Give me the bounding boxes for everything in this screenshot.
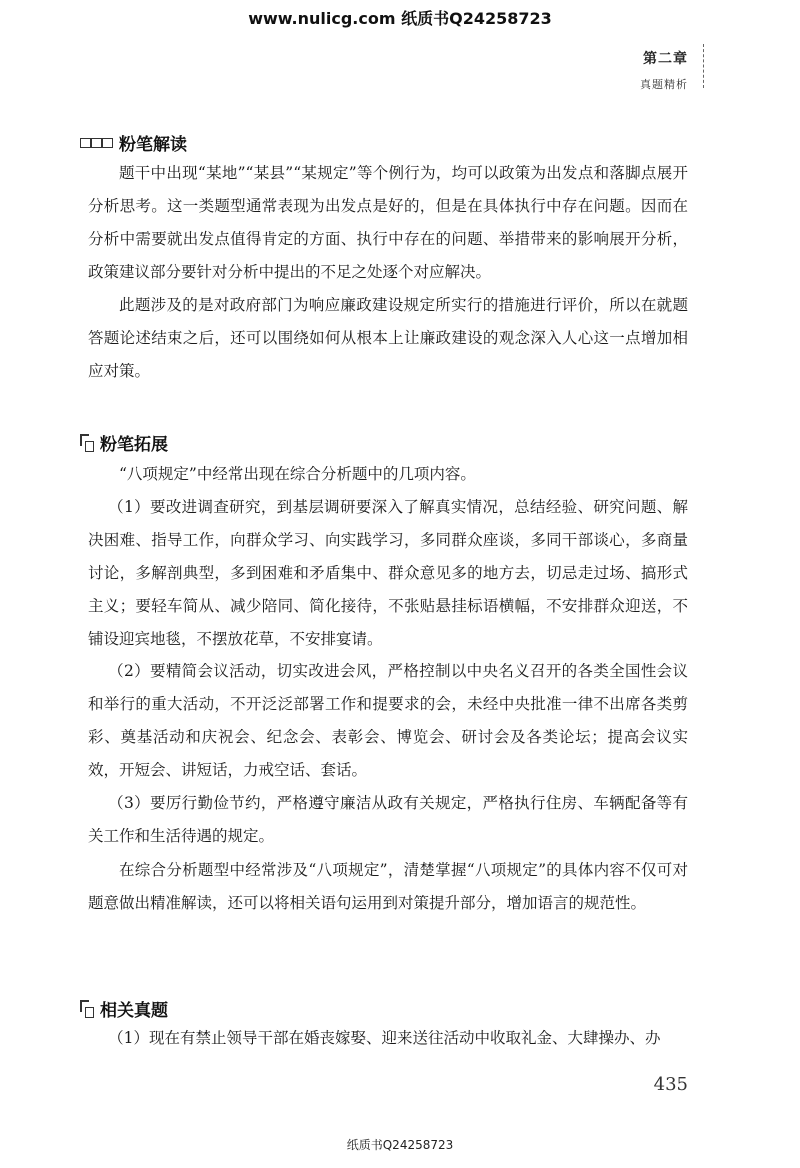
bottom-banner: 纸质书Q24258723 — [346, 1138, 454, 1152]
section-title: 粉笔拓展 — [100, 435, 168, 455]
section-title: 粉笔解读 — [119, 135, 187, 155]
paragraph: 此题涉及的是对政府部门为响应廉政建设规定所实行的措施进行评价，所以在就题答题论述结束之后，还可以围绕如何从根本上让廉政建设的观念深入人心这一点增加相应对策。 — [88, 296, 688, 380]
list-item: （1）要改进调查研究，到基层调研要深入了解真实情况，总结经验、研究问题、解决困难、指导工作，向群众学习、向实践学习，多同群众座谈，多同干部谈心，多商量讨论，多解剖典型，多到困难和矛盾集中、群众意见多的地方去，切忌走过场、搞形式主义；要轻车简从、减少陪同、简化接待，不张贴悬挂标语横幅，不安排群众迎送，不铺设迎宾地毯，不摆放花草，不安排宴请。 — [88, 498, 688, 648]
top-banner: www.nulicg.com 纸质书Q24258723 — [248, 9, 552, 28]
list-item: （2）要精简会议活动，切实改进会风，严格控制以中央名义召开的各类全国性会议和举行的重大活动，不开泛泛部署工作和提要求的会，未经中央批准一律不出席各类剪彩、奠基活动和庆祝会、纪念会、表彰会、博览会、研讨会及各类论坛；提高会议实效，开短会、讲短话，力戒空话、套话。 — [88, 662, 688, 779]
list-item: （1）现在有禁止领导干部在婚丧嫁娶、迎来送往活动中收取礼金、大肆操办、办 — [108, 1029, 661, 1047]
section-extend-heading — [80, 430, 168, 455]
section-title: 相关真题 — [100, 1001, 168, 1021]
bracket-icon — [80, 1000, 94, 1018]
bracket-icon — [80, 434, 94, 452]
page-number: 435 — [653, 1074, 688, 1095]
section-related-heading — [80, 996, 168, 1021]
chapter-title: 第二章 — [643, 51, 688, 67]
chapter-divider — [703, 44, 704, 88]
section-interpret-heading — [80, 130, 187, 155]
paragraph: 题干中出现“某地”“某县”“某规定”等个例行为，均可以政策为出发点和落脚点展开分析思考。这一类题型通常表现为出发点是好的，但是在具体执行中存在问题。因而在分析中需要就出发点值得肯定的方面、执行中存在的问题、举措带来的影响展开分析，政策建议部分要针对分析中提出的不足之处逐个对应解决。 — [88, 164, 688, 281]
chapter-subtitle: 真题精析 — [640, 78, 688, 91]
boxes-icon — [80, 133, 113, 153]
paragraph: 在综合分析题型中经常涉及“八项规定”，清楚掌握“八项规定”的具体内容不仅可对题意做出精准解读，还可以将相关语句运用到对策提升部分，增加语言的规范性。 — [88, 861, 688, 912]
chapter-header — [640, 48, 688, 92]
list-item: （3）要厉行勤俭节约，严格遵守廉洁从政有关规定，严格执行住房、车辆配备等有关工作和生活待遇的规定。 — [88, 794, 688, 845]
paragraph: “八项规定”中经常出现在综合分析题中的几项内容。 — [119, 465, 476, 483]
